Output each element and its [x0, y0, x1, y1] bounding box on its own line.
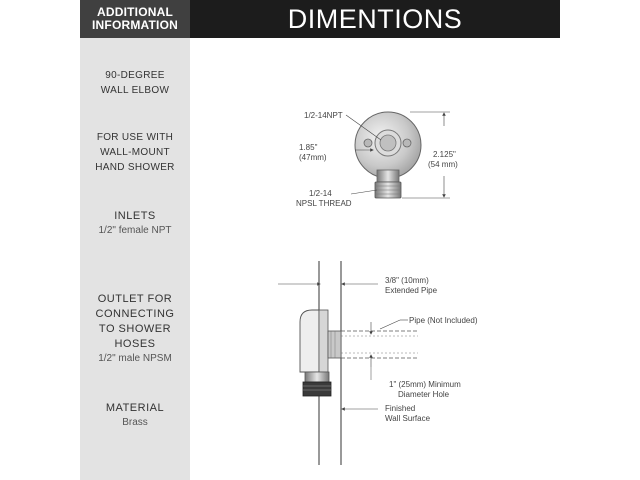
hole-label: Diameter Hole: [398, 390, 450, 399]
sidebar-header-line1: ADDITIONAL: [97, 5, 173, 19]
spec-usage-line1: FOR USE WITH: [96, 132, 174, 143]
thread-size: 1/2-14: [309, 189, 332, 198]
height-inches: 2.125": [433, 150, 456, 159]
page-title: DIMENTIONS: [190, 0, 560, 38]
npt-label: 1/2-14NPT: [304, 111, 343, 120]
spec-outlet-line3: TO SHOWER HOSES: [98, 323, 172, 350]
width-mm: (47mm): [299, 153, 327, 162]
pipe-label: Pipe (Not Included): [409, 316, 478, 325]
front-view-elbow: [355, 112, 421, 198]
spec-usage-line3: HAND SHOWER: [95, 162, 175, 173]
spec-material-value: Brass: [122, 417, 148, 428]
sidebar-header-line2: INFORMATION: [92, 18, 178, 32]
wall-label-line1: Finished: [385, 404, 416, 413]
side-view-elbow: [300, 310, 341, 396]
spec-outlet-line1: OUTLET FOR: [97, 293, 173, 305]
width-inches: 1.85": [299, 143, 318, 152]
hole-size: 1" (25mm) Minimum: [389, 380, 461, 389]
spec-outlet-value: 1/2" male NPSM: [98, 353, 172, 364]
spec-elbow-line1: 90-DEGREE: [105, 70, 165, 81]
spec-elbow-line2: WALL ELBOW: [100, 85, 170, 96]
pipe-extension-label: Extended Pipe: [385, 286, 438, 295]
spec-inlets-value: 1/2" female NPT: [98, 225, 172, 236]
wall-label-line2: Wall Surface: [385, 414, 431, 423]
pipe-extension-size: 3/8" (10mm): [385, 276, 429, 285]
spec-inlets-title: INLETS: [114, 210, 156, 222]
spec-usage-line2: WALL-MOUNT: [100, 147, 170, 158]
height-mm: (54 mm): [428, 160, 458, 169]
spec-material-title: MATERIAL: [105, 402, 165, 414]
thread-type: NPSL THREAD: [296, 199, 352, 208]
spec-outlet-line2: CONNECTING: [95, 308, 175, 320]
